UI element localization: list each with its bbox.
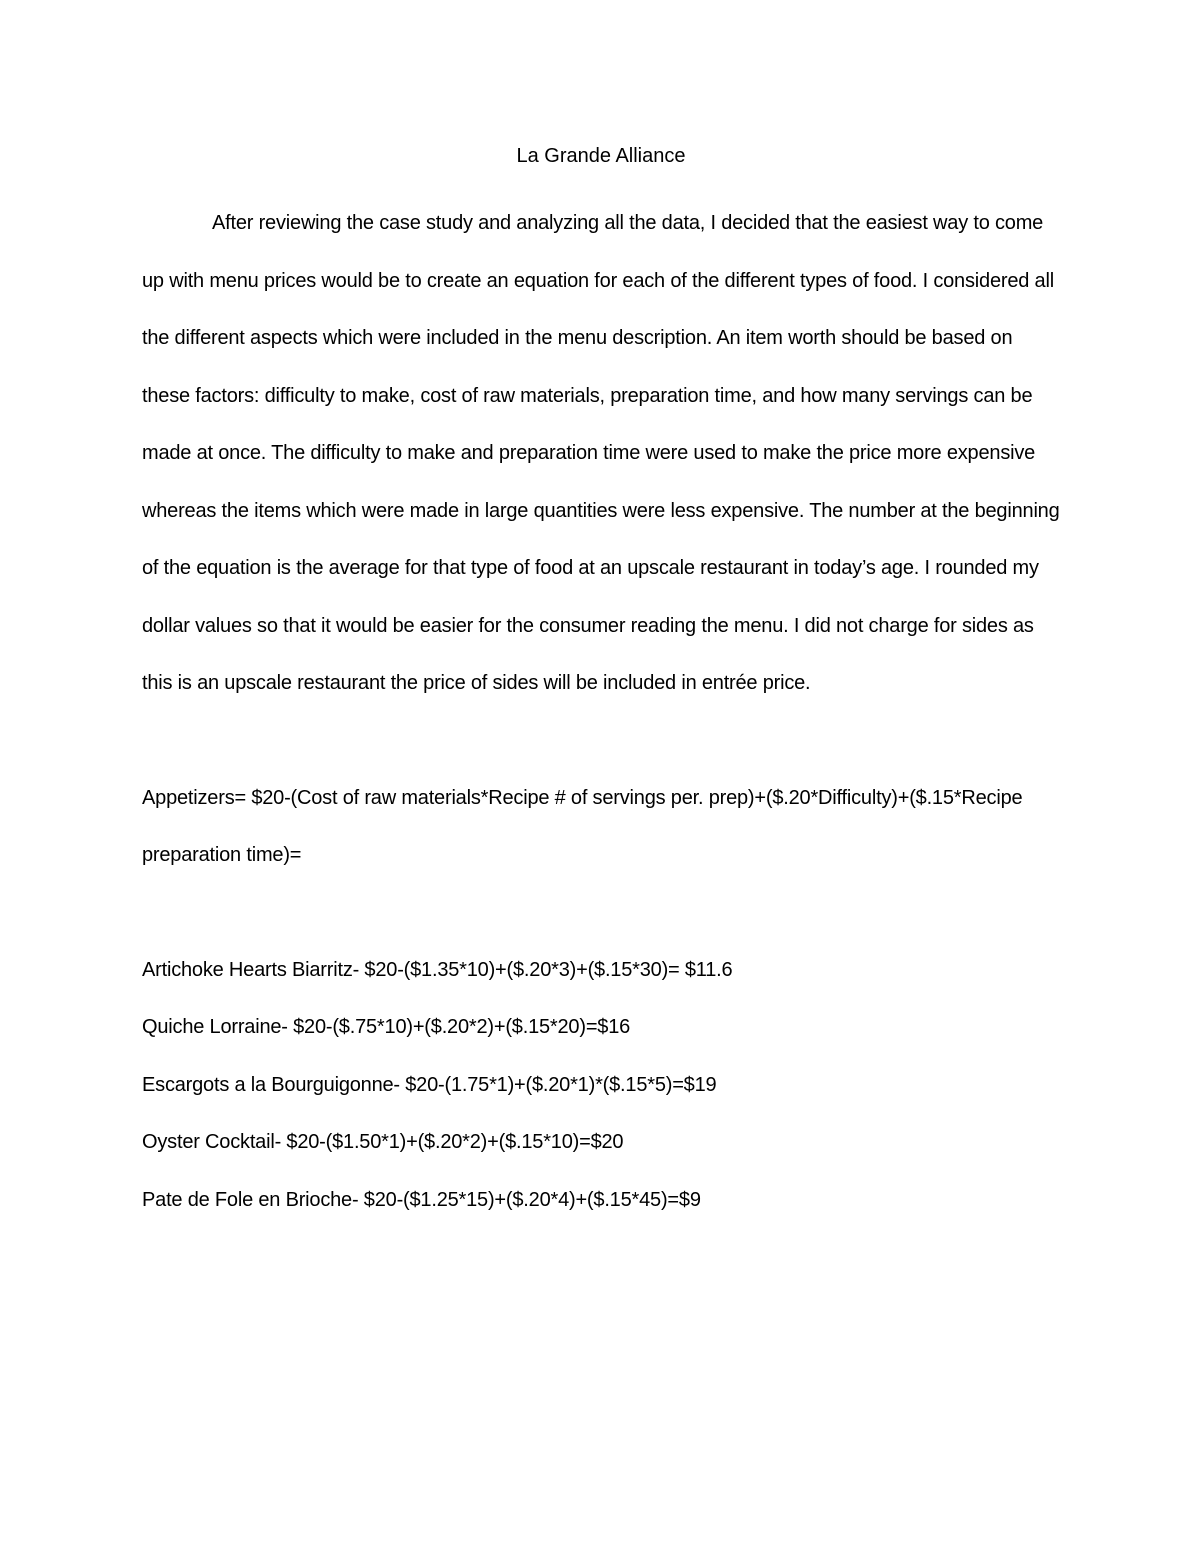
- menu-item: Oyster Cocktail- $20-($1.50*1)+($.20*2)+($.15*10)=$20: [142, 1131, 624, 1153]
- menu-item: Quiche Lorraine- $20-($.75*10)+($.20*2)+($.15*20)=$16: [142, 1016, 631, 1038]
- document-title: La Grande Alliance: [516, 145, 686, 167]
- menu-item: Escargots a la Bourguigonne- $20-(1.75*1)+($.20*1)*($.15*5)=$19: [142, 1073, 717, 1096]
- appetizer-formula: Appetizers= $20-(Cost of raw materials*Recipe # of servings per. prep)+($.20*Difficulty)+($.15*Recipe preparation time)=: [142, 786, 1023, 866]
- menu-item-list: [142, 942, 1060, 1230]
- menu-item: Artichoke Hearts Biarritz- $20-($1.35*10)+($.20*3)+($.15*30)= $11.6: [142, 958, 733, 981]
- menu-item: Pate de Fole en Brioche- $20-($1.25*15)+($.20*4)+($.15*45)=$9: [142, 1188, 701, 1211]
- document-body: [142, 138, 1060, 1245]
- body-paragraph: After reviewing the case study and analyzing all the data, I decided that the easiest way to come up with menu prices would be to create an equation for each of the different types of food. I considered all the different aspects which were included in the menu description. An item worth should be based on these factors: difficulty to make, cost of raw materials, preparation time, and how many servings can be made at once. The difficulty to make and preparation time were used to make the price more expensive whereas the items which were made in large quantities were less expensive. The number at the beginning of the equation is the average for that type of food at an upscale restaurant in today’s age. I rounded my dollar values so that it would be easier for the consumer reading the menu. I did not charge for sides as this is an upscale restaurant the price of sides will be included in entrée price.: [142, 212, 1060, 694]
